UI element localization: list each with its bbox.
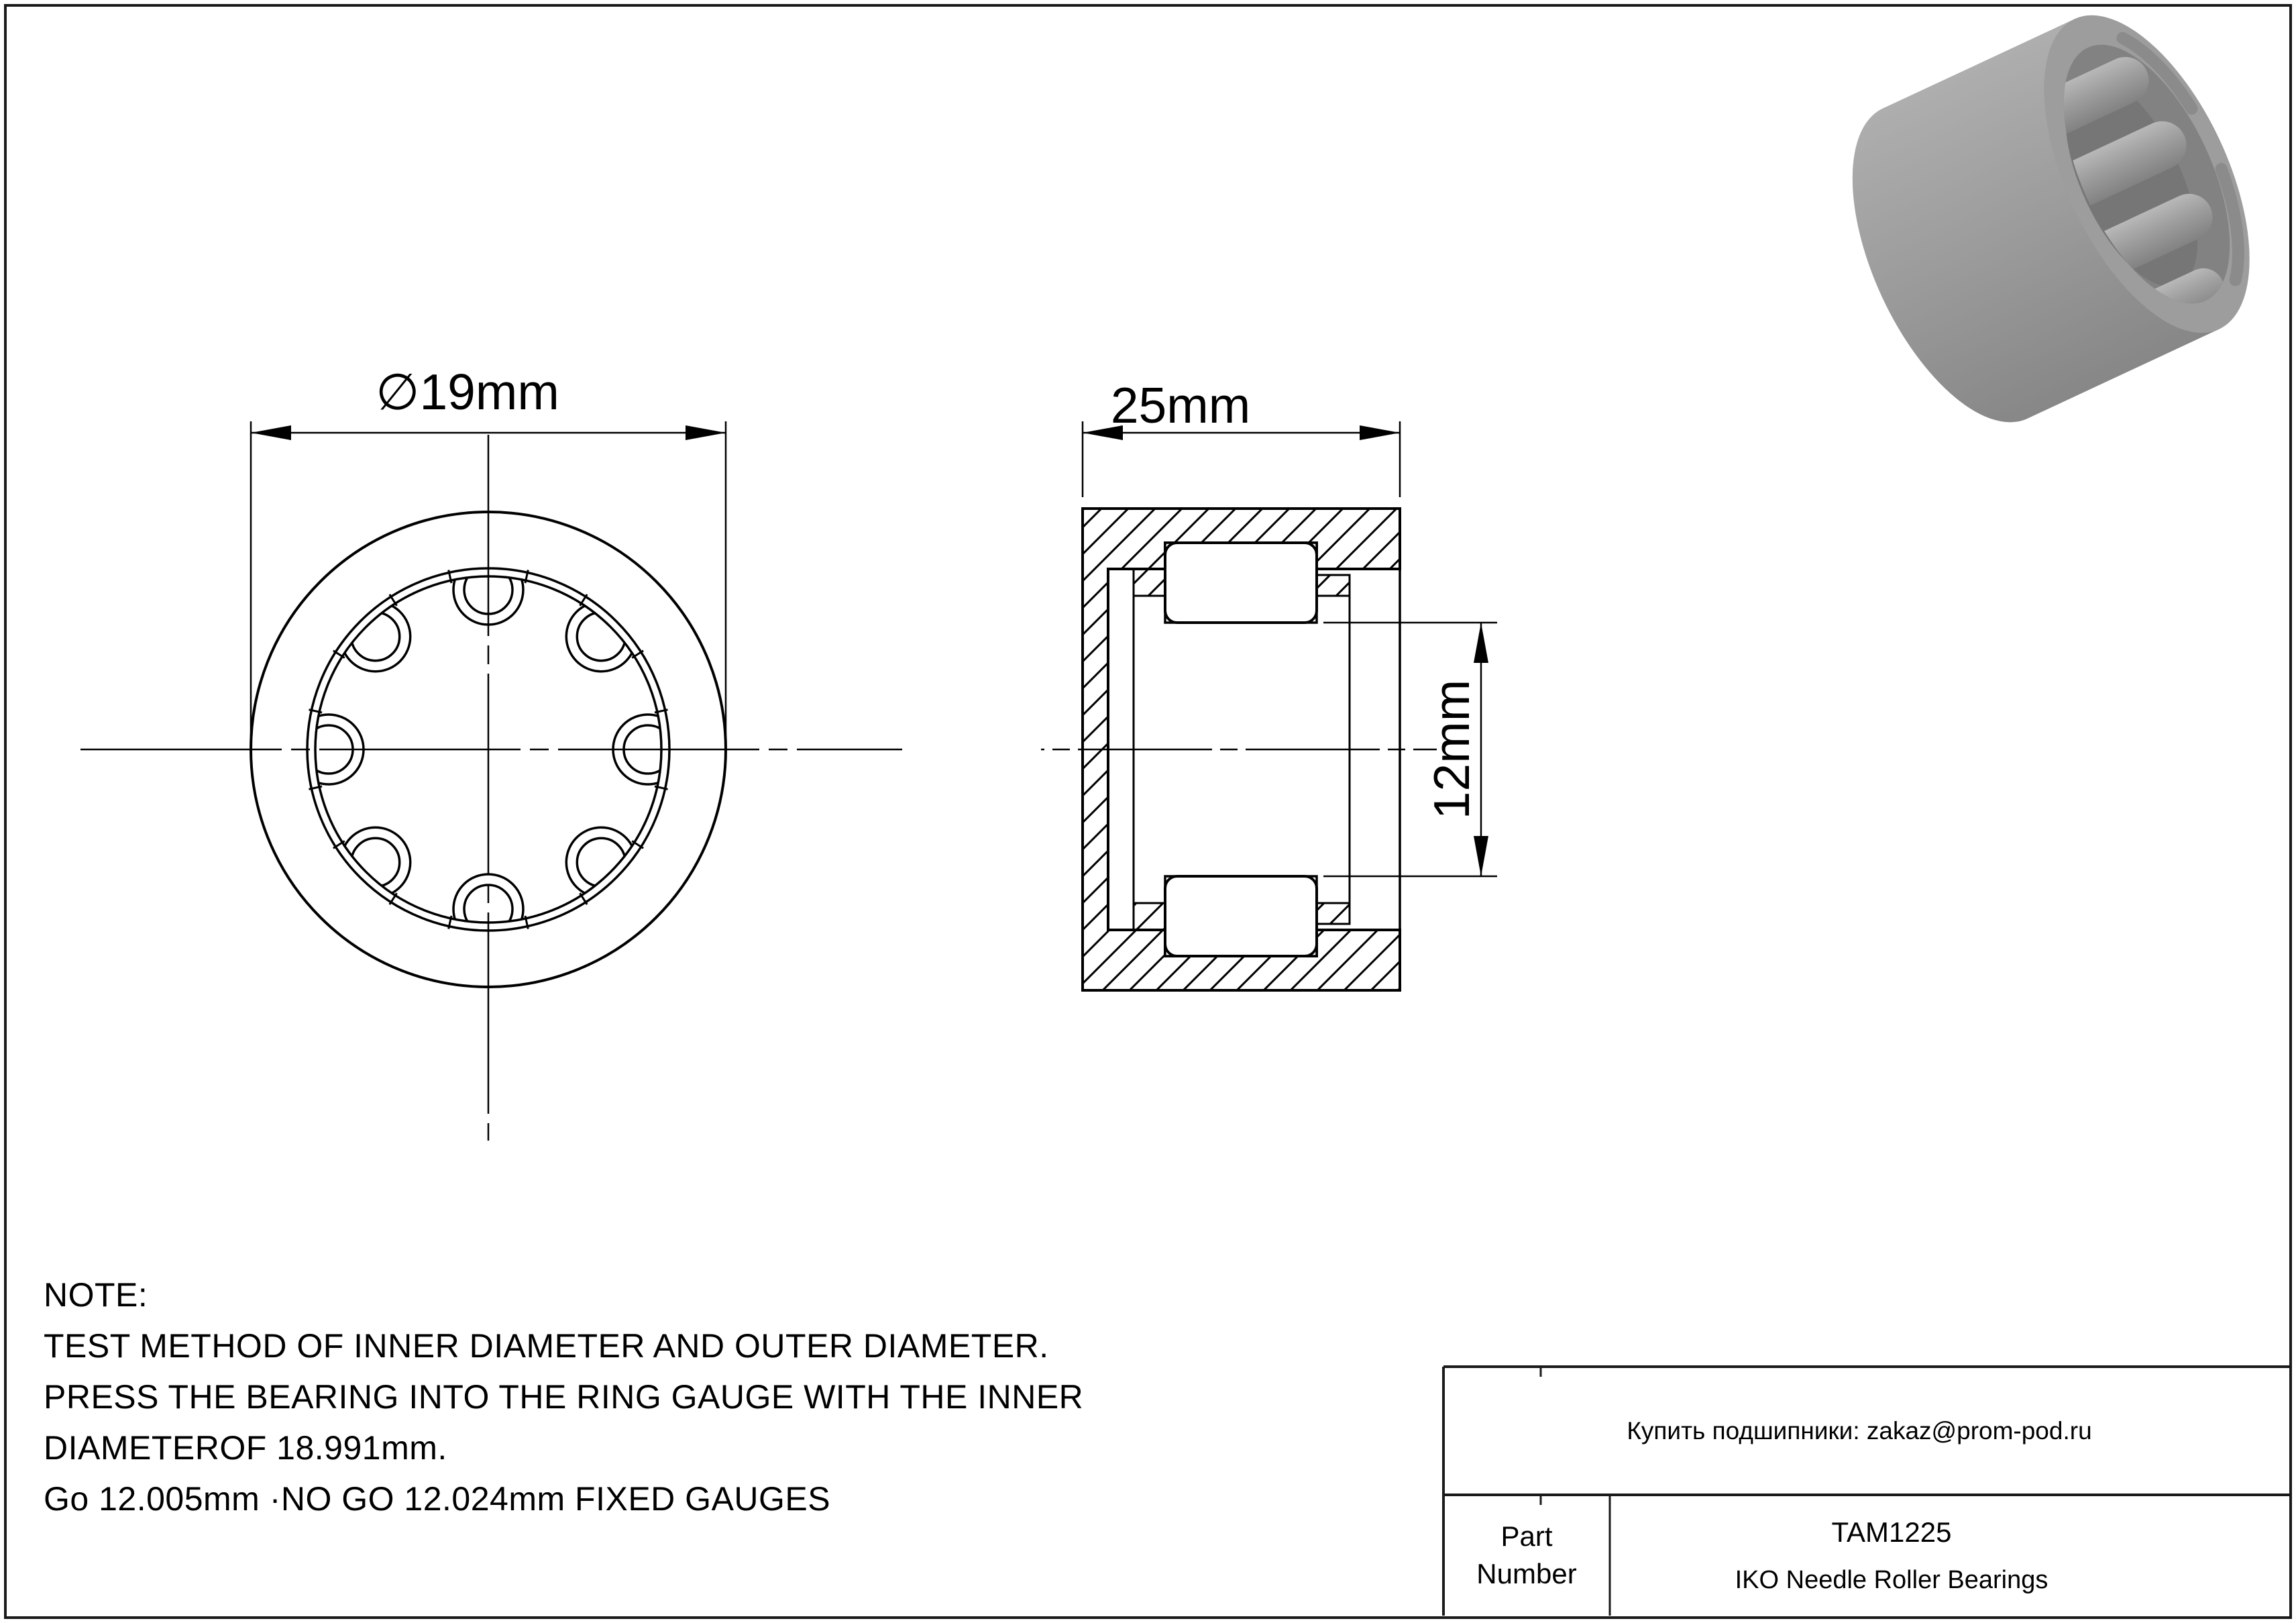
bearing-3d-render [1810, 0, 2292, 452]
arrow-left-icon [251, 425, 291, 440]
part-label-line2: Number [1476, 1558, 1577, 1589]
part-number-value-cell [1610, 1495, 2173, 1616]
note-line: TEST METHOD OF INNER DIAMETER AND OUTER DIAMETER. [44, 1327, 1049, 1365]
part-series: IKO Needle Roller Bearings [1735, 1565, 2048, 1594]
note-line: DIAMETEROF 18.991mm. [44, 1429, 447, 1467]
arrow-right-icon [686, 425, 726, 440]
width-dimension-label: 25mm [1110, 377, 1251, 433]
note-line: Go 12.005mm ·NO GO 12.024mm FIXED GAUGES [44, 1480, 831, 1518]
arrow-right-icon [1360, 425, 1400, 440]
part-number-label [1443, 1495, 1610, 1616]
part-number: TAM1225 [1831, 1516, 1952, 1548]
od-dimension-label: ∅19mm [376, 364, 559, 420]
arrow-down-icon [1474, 836, 1488, 876]
bore-dimension-label: 12mm [1423, 679, 1480, 820]
arrow-up-icon [1474, 623, 1488, 663]
front-view [80, 364, 902, 1141]
part-label-line1: Part [1500, 1520, 1553, 1552]
title-block-contact: Купить подшипники: zakaz@prom-pod.ru [1627, 1416, 2092, 1445]
note-title: NOTE: [44, 1276, 148, 1314]
side-section-view [1041, 377, 1497, 990]
note-line: PRESS THE BEARING INTO THE RING GAUGE WITH THE INNER [44, 1378, 1084, 1416]
